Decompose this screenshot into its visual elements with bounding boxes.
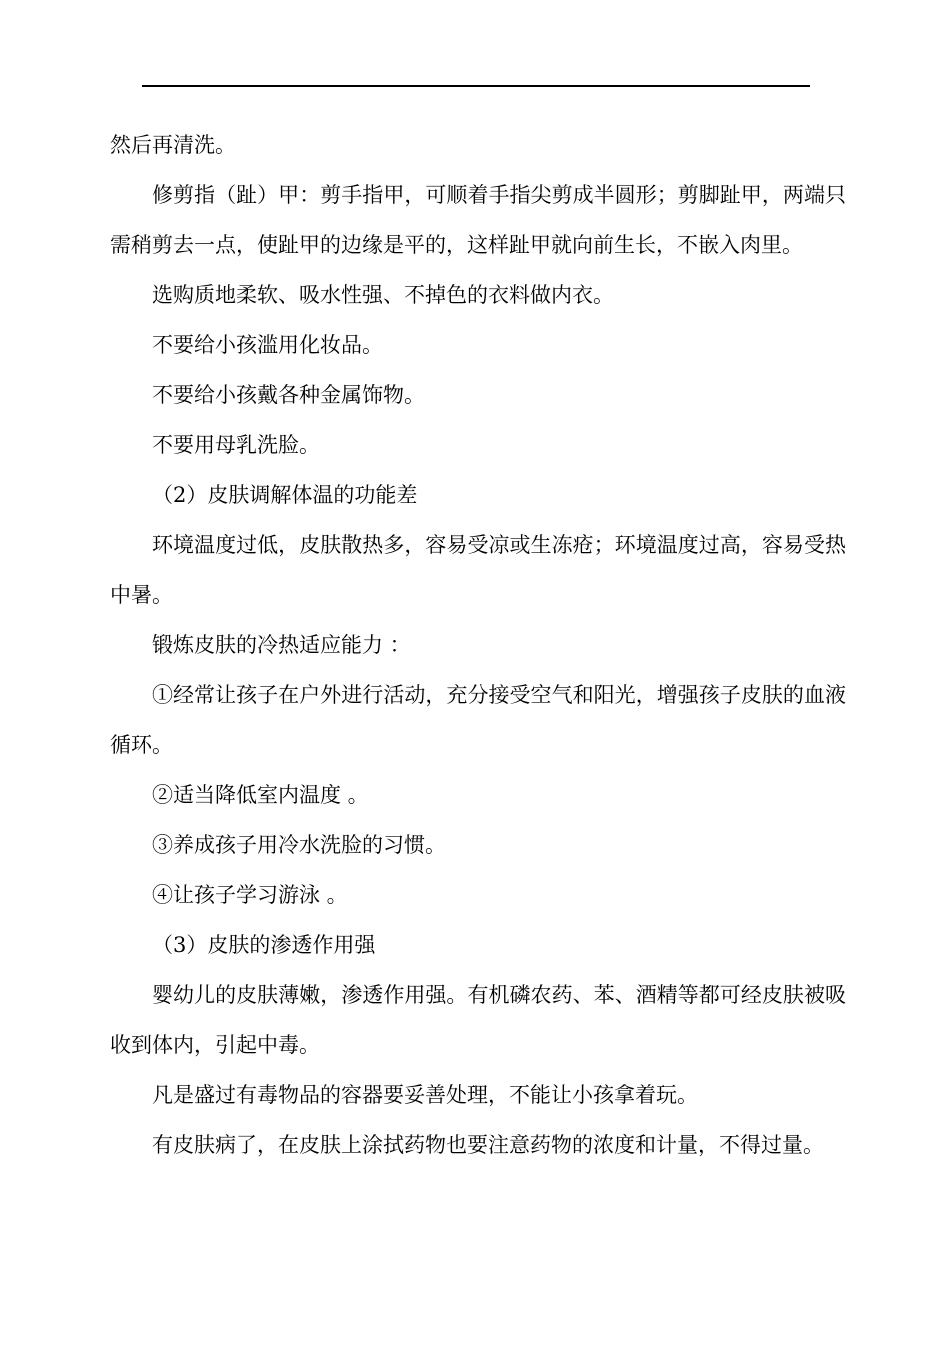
paragraph: 环境温度过低，皮肤散热多，容易受凉或生冻疮；环境温度过高，容易受热中暑。 — [110, 533, 846, 607]
list-item: ②适当降低室内温度 。 — [152, 783, 369, 807]
paragraph: 不要给小孩滥用化妆品。 — [152, 333, 383, 357]
list-item: ③养成孩子用冷水洗脸的习惯。 — [152, 833, 446, 857]
paragraph: 选购质地柔软、吸水性强、不掉色的衣料做内衣。 — [152, 283, 614, 307]
paragraph: 婴幼儿的皮肤薄嫩，渗透作用强。有机磷农药、苯、酒精等都可经皮肤被吸收到体内，引起中毒。 — [110, 983, 846, 1057]
document-body — [110, 120, 846, 1170]
paragraph: 然后再清洗。 — [110, 133, 236, 157]
list-item: ①经常让孩子在户外进行活动，充分接受空气和阳光，增强孩子皮肤的血液循环。 — [110, 683, 846, 757]
header-rule — [142, 85, 810, 87]
section-heading: （2）皮肤调解体温的功能差 — [152, 483, 418, 507]
paragraph: 修剪指（趾）甲：剪手指甲，可顺着手指尖剪成半圆形；剪脚趾甲，两端只需稍剪去一点，使趾甲的边缘是平的，这样趾甲就向前生长，不嵌入肉里。 — [110, 183, 846, 257]
section-heading: （3）皮肤的渗透作用强 — [152, 933, 376, 957]
list-item: ④让孩子学习游泳 。 — [152, 883, 348, 907]
paragraph: 锻炼皮肤的冷热适应能力 ： — [152, 633, 411, 657]
paragraph: 不要给小孩戴各种金属饰物。 — [152, 383, 425, 407]
paragraph: 凡是盛过有毒物品的容器要妥善处理，不能让小孩拿着玩。 — [152, 1083, 698, 1107]
paragraph: 不要用母乳洗脸。 — [152, 433, 320, 457]
paragraph: 有皮肤病了，在皮肤上涂拭药物也要注意药物的浓度和计量，不得过量。 — [152, 1133, 824, 1157]
